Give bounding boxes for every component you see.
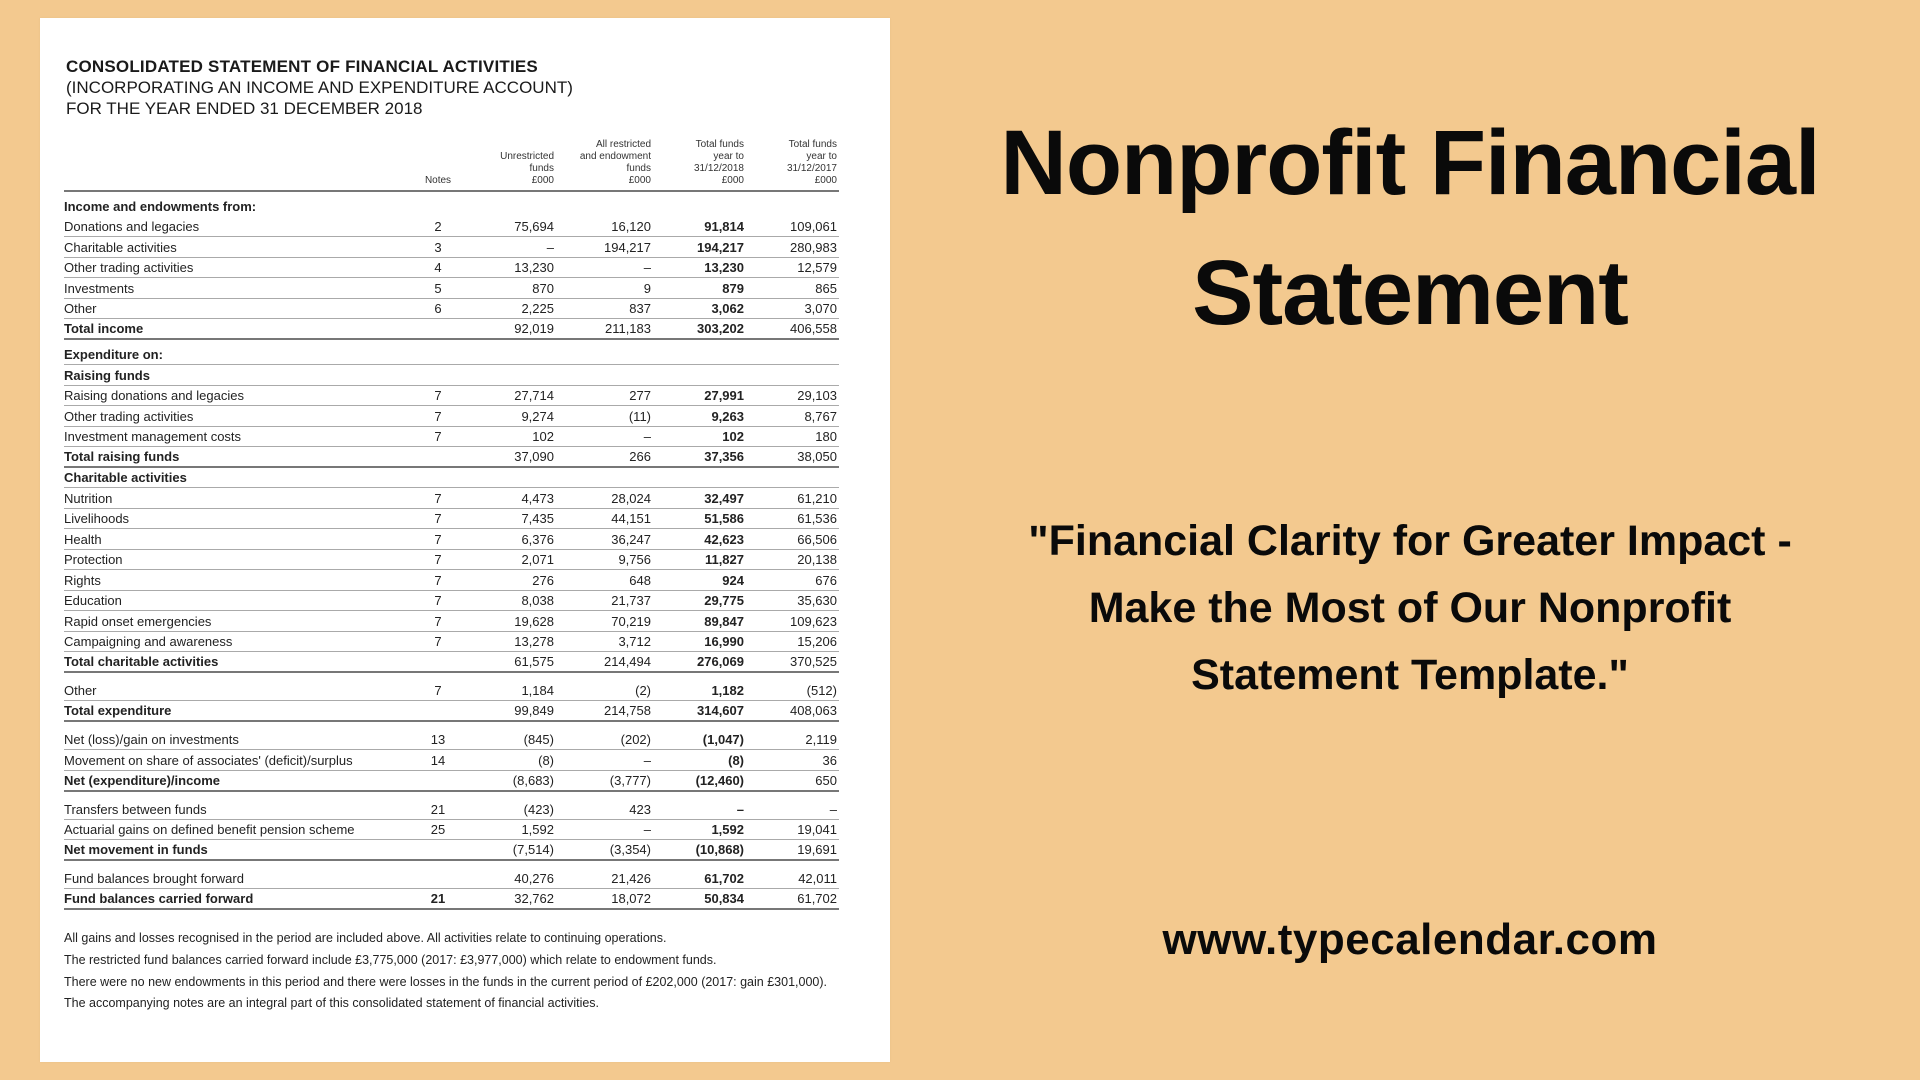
row-label: Campaigning and awareness <box>64 631 409 652</box>
total-2018-value: 42,623 <box>653 529 746 550</box>
total-2017-value: 180 <box>746 426 839 447</box>
restricted-value: (2) <box>556 680 653 701</box>
expenditure-section-heading-label: Expenditure on: <box>64 347 163 362</box>
unrestricted-value: 1,184 <box>469 680 556 701</box>
total-2018-value: 314,607 <box>653 701 746 722</box>
row-note <box>409 701 469 722</box>
total-2017-value: 36 <box>746 750 839 771</box>
total-2017-value: 66,506 <box>746 529 839 550</box>
total-2017-value: 29,103 <box>746 385 839 406</box>
unrestricted-value: 870 <box>469 278 556 299</box>
header-label <box>64 139 409 191</box>
row-label: Other trading activities <box>64 257 409 278</box>
restricted-value: 18,072 <box>556 889 653 910</box>
row-note <box>409 319 469 340</box>
charitable-row <box>64 590 839 611</box>
header-unrestricted: Unrestricted funds £000 <box>469 139 556 191</box>
total-2018-value: 276,069 <box>653 652 746 673</box>
row-note: 7 <box>409 549 469 570</box>
tagline-line: "Financial Clarity for Greater Impact - <box>1028 517 1792 565</box>
row-note: 13 <box>409 729 469 750</box>
row-label: Rapid onset emergencies <box>64 611 409 632</box>
unrestricted-value: (423) <box>469 799 556 820</box>
financial-statement-document <box>40 18 890 1062</box>
row-note: 7 <box>409 631 469 652</box>
row-note: 21 <box>409 889 469 910</box>
footnote: The accompanying notes are an integral part of this consolidated statement of financial activities. <box>64 996 600 1010</box>
row-label: Nutrition <box>64 488 409 509</box>
unrestricted-value: – <box>469 237 556 258</box>
restricted-value: 16,120 <box>556 216 653 237</box>
carried-forward-row <box>64 889 839 910</box>
row-label: Livelihoods <box>64 508 409 529</box>
total-2017-value: 370,525 <box>746 652 839 673</box>
total-2018-value: 194,217 <box>653 237 746 258</box>
restricted-value: (3,777) <box>556 770 653 791</box>
total-2018-value: 303,202 <box>653 319 746 340</box>
income-row <box>64 298 839 319</box>
row-note: 2 <box>409 216 469 237</box>
restricted-value: – <box>556 426 653 447</box>
restricted-value: 214,494 <box>556 652 653 673</box>
restricted-value: 214,758 <box>556 701 653 722</box>
unrestricted-value: 40,276 <box>469 868 556 889</box>
income-section-heading-label: Income and endowments from: <box>64 199 257 214</box>
tagline-line: Make the Most of Our Nonprofit <box>1088 584 1732 632</box>
table-header-row <box>64 139 839 191</box>
row-note: 5 <box>409 278 469 299</box>
website-link[interactable]: www.typecalendar.com <box>1162 915 1658 964</box>
row-label: Protection <box>64 549 409 570</box>
row-note <box>409 840 469 861</box>
unrestricted-value: 99,849 <box>469 701 556 722</box>
net-income-row <box>64 770 839 791</box>
income-row <box>64 216 839 237</box>
header-total-2017: Total funds year to 31/12/2017 £000 <box>746 139 839 191</box>
restricted-value: (11) <box>556 406 653 427</box>
row-label: Net (expenditure)/income <box>64 770 409 791</box>
total-2017-value: 61,210 <box>746 488 839 509</box>
total-2017-value: 61,536 <box>746 508 839 529</box>
row-note: 25 <box>409 819 469 840</box>
footnotes <box>64 930 844 1012</box>
brought-forward-row <box>64 868 839 889</box>
income-row <box>64 237 839 258</box>
total-charitable-row <box>64 652 839 673</box>
row-label: Other <box>64 680 409 701</box>
restricted-value: 423 <box>556 799 653 820</box>
total-2017-value: 42,011 <box>746 868 839 889</box>
restricted-value: 194,217 <box>556 237 653 258</box>
total-2018-value: 102 <box>653 426 746 447</box>
total-2017-value: 3,070 <box>746 298 839 319</box>
total-2018-value: (12,460) <box>653 770 746 791</box>
raising-row <box>64 385 839 406</box>
unrestricted-value: (845) <box>469 729 556 750</box>
restricted-value: 9 <box>556 278 653 299</box>
row-note: 7 <box>409 611 469 632</box>
restricted-value: 211,183 <box>556 319 653 340</box>
total-2017-value: 676 <box>746 570 839 591</box>
total-2017-value: 19,041 <box>746 819 839 840</box>
unrestricted-value: 32,762 <box>469 889 556 910</box>
total-2017-value: 109,623 <box>746 611 839 632</box>
row-label: Total charitable activities <box>64 652 409 673</box>
total-2018-value: 9,263 <box>653 406 746 427</box>
row-label: Net (loss)/gain on investments <box>64 729 409 750</box>
total-2018-value: 1,182 <box>653 680 746 701</box>
total-2017-value: 280,983 <box>746 237 839 258</box>
restricted-value: (3,354) <box>556 840 653 861</box>
row-label: Total income <box>64 319 409 340</box>
row-label: Fund balances carried forward <box>64 889 409 910</box>
row-label: Health <box>64 529 409 550</box>
unrestricted-value: (8,683) <box>469 770 556 791</box>
total-2018-value: 61,702 <box>653 868 746 889</box>
total-2017-value: 2,119 <box>746 729 839 750</box>
row-label: Education <box>64 590 409 611</box>
row-label: Actuarial gains on defined benefit pension scheme <box>64 819 409 840</box>
total-2017-value: 650 <box>746 770 839 791</box>
unrestricted-value: 37,090 <box>469 447 556 468</box>
row-note: 21 <box>409 799 469 820</box>
unrestricted-value: 19,628 <box>469 611 556 632</box>
total-2018-value: 11,827 <box>653 549 746 570</box>
total-2017-value: 61,702 <box>746 889 839 910</box>
unrestricted-value: 9,274 <box>469 406 556 427</box>
row-label: Donations and legacies <box>64 216 409 237</box>
restricted-value: 28,024 <box>556 488 653 509</box>
total-2017-value: 8,767 <box>746 406 839 427</box>
restricted-value: 648 <box>556 570 653 591</box>
restricted-value: – <box>556 257 653 278</box>
restricted-value: 3,712 <box>556 631 653 652</box>
total-2018-value: 37,356 <box>653 447 746 468</box>
total-2018-value: 924 <box>653 570 746 591</box>
total-2018-value: 879 <box>653 278 746 299</box>
total-2018-value: (10,868) <box>653 840 746 861</box>
total-2018-value: 16,990 <box>653 631 746 652</box>
spacer-row <box>64 791 839 799</box>
total-2018-value: (1,047) <box>653 729 746 750</box>
charitable-row <box>64 529 839 550</box>
headline <box>950 98 1870 358</box>
row-label: Movement on share of associates' (deficit)/surplus <box>64 750 409 771</box>
row-label: Other <box>64 298 409 319</box>
row-note: 4 <box>409 257 469 278</box>
row-label: Total expenditure <box>64 701 409 722</box>
charitable-heading-label: Charitable activities <box>64 467 839 488</box>
row-label: Charitable activities <box>64 237 409 258</box>
unrestricted-value: 61,575 <box>469 652 556 673</box>
row-label: Transfers between funds <box>64 799 409 820</box>
charitable-row <box>64 508 839 529</box>
total-2018-value: 89,847 <box>653 611 746 632</box>
header-notes: Notes <box>409 139 469 191</box>
movement-row <box>64 799 839 820</box>
total-2018-value: 3,062 <box>653 298 746 319</box>
statement-subtitle: (INCORPORATING AN INCOME AND EXPENDITURE ACCOUNT) <box>66 78 573 97</box>
total-2017-value: 406,558 <box>746 319 839 340</box>
footnote: All gains and losses recognised in the period are included above. All activities relate to continuing operations. <box>64 931 667 945</box>
total-2018-value: 29,775 <box>653 590 746 611</box>
total-2018-value: 51,586 <box>653 508 746 529</box>
restricted-value: 21,426 <box>556 868 653 889</box>
expenditure-section-heading <box>64 339 839 365</box>
raising-row <box>64 426 839 447</box>
row-note <box>409 447 469 468</box>
restricted-value: – <box>556 750 653 771</box>
spacer-row <box>64 672 839 680</box>
total-raising-row <box>64 447 839 468</box>
row-label: Investments <box>64 278 409 299</box>
unrestricted-value: 7,435 <box>469 508 556 529</box>
restricted-value: (202) <box>556 729 653 750</box>
charitable-row <box>64 631 839 652</box>
unrestricted-value: 1,592 <box>469 819 556 840</box>
headline-line: Nonprofit Financial <box>1000 112 1820 214</box>
row-note <box>409 868 469 889</box>
row-label: Total raising funds <box>64 447 409 468</box>
unrestricted-value: 6,376 <box>469 529 556 550</box>
unrestricted-value: 75,694 <box>469 216 556 237</box>
charitable-row <box>64 570 839 591</box>
total-2017-value: 35,630 <box>746 590 839 611</box>
unrestricted-value: (8) <box>469 750 556 771</box>
total-2017-value: (512) <box>746 680 839 701</box>
total-2017-value: 109,061 <box>746 216 839 237</box>
total-2017-value: 408,063 <box>746 701 839 722</box>
tagline-line: Statement Template." <box>1191 651 1629 699</box>
unrestricted-value: 4,473 <box>469 488 556 509</box>
unrestricted-value: 2,071 <box>469 549 556 570</box>
unrestricted-value: 8,038 <box>469 590 556 611</box>
total-2017-value: 12,579 <box>746 257 839 278</box>
row-note: 6 <box>409 298 469 319</box>
income-row <box>64 278 839 299</box>
unrestricted-value: 13,230 <box>469 257 556 278</box>
raising-funds-heading-label: Raising funds <box>64 365 839 386</box>
restricted-value: 70,219 <box>556 611 653 632</box>
restricted-value: 9,756 <box>556 549 653 570</box>
total-2018-value: 91,814 <box>653 216 746 237</box>
raising-funds-heading <box>64 365 839 386</box>
spacer-row <box>64 721 839 729</box>
row-note: 14 <box>409 750 469 771</box>
row-note: 7 <box>409 488 469 509</box>
row-note: 7 <box>409 680 469 701</box>
row-note: 3 <box>409 237 469 258</box>
total-2018-value: 1,592 <box>653 819 746 840</box>
total-income-row <box>64 319 839 340</box>
charitable-row <box>64 549 839 570</box>
row-label: Other trading activities <box>64 406 409 427</box>
unrestricted-value: 2,225 <box>469 298 556 319</box>
unrestricted-value: 92,019 <box>469 319 556 340</box>
charitable-row <box>64 611 839 632</box>
unrestricted-value: 276 <box>469 570 556 591</box>
row-note <box>409 652 469 673</box>
row-note: 7 <box>409 529 469 550</box>
row-note <box>409 770 469 791</box>
row-note: 7 <box>409 570 469 591</box>
total-2017-value: 38,050 <box>746 447 839 468</box>
tagline <box>950 508 1870 709</box>
total-2018-value: 50,834 <box>653 889 746 910</box>
total-2017-value: 19,691 <box>746 840 839 861</box>
headline-line: Statement <box>1192 242 1628 344</box>
unrestricted-value: 102 <box>469 426 556 447</box>
restricted-value: – <box>556 819 653 840</box>
raising-row <box>64 406 839 427</box>
net-movement-row <box>64 840 839 861</box>
row-note: 7 <box>409 426 469 447</box>
net-row <box>64 729 839 750</box>
statement-table <box>64 139 839 910</box>
movement-row <box>64 819 839 840</box>
row-label: Net movement in funds <box>64 840 409 861</box>
row-note: 7 <box>409 508 469 529</box>
spacer-row <box>64 860 839 868</box>
total-2017-value: 865 <box>746 278 839 299</box>
unrestricted-value: 27,714 <box>469 385 556 406</box>
unrestricted-value: 13,278 <box>469 631 556 652</box>
row-note: 7 <box>409 590 469 611</box>
charitable-row <box>64 488 839 509</box>
row-label: Rights <box>64 570 409 591</box>
total-2017-value: – <box>746 799 839 820</box>
income-section-heading <box>64 191 839 216</box>
total-2017-value: 20,138 <box>746 549 839 570</box>
restricted-value: 837 <box>556 298 653 319</box>
net-row <box>64 750 839 771</box>
row-label: Raising donations and legacies <box>64 385 409 406</box>
restricted-value: 44,151 <box>556 508 653 529</box>
restricted-value: 21,737 <box>556 590 653 611</box>
total-2018-value: (8) <box>653 750 746 771</box>
promo-panel <box>950 0 1870 1080</box>
statement-title: CONSOLIDATED STATEMENT OF FINANCIAL ACTIVITIES <box>66 57 538 76</box>
total-2018-value: 32,497 <box>653 488 746 509</box>
row-note: 7 <box>409 385 469 406</box>
header-total-2018: Total funds year to 31/12/2018 £000 <box>653 139 746 191</box>
total-expenditure-row <box>64 701 839 722</box>
total-2018-value: 13,230 <box>653 257 746 278</box>
restricted-value: 277 <box>556 385 653 406</box>
footnote: There were no new endowments in this period and there were losses in the funds in the current period of £202,000 (2017: gain £301,000). <box>64 975 827 989</box>
row-label: Fund balances brought forward <box>64 868 409 889</box>
header-restricted: All restricted and endowment funds £000 <box>556 139 653 191</box>
footnote: The restricted fund balances carried forward include £3,775,000 (2017: £3,977,000) which relate to endowment funds. <box>64 953 717 967</box>
row-note: 7 <box>409 406 469 427</box>
row-label: Investment management costs <box>64 426 409 447</box>
income-row <box>64 257 839 278</box>
other-expenditure-row <box>64 680 839 701</box>
total-2017-value: 15,206 <box>746 631 839 652</box>
restricted-value: 36,247 <box>556 529 653 550</box>
total-2018-value: 27,991 <box>653 385 746 406</box>
statement-period: FOR THE YEAR ENDED 31 DECEMBER 2018 <box>66 99 423 118</box>
restricted-value: 266 <box>556 447 653 468</box>
unrestricted-value: (7,514) <box>469 840 556 861</box>
charitable-heading <box>64 467 839 488</box>
total-2018-value: – <box>653 799 746 820</box>
